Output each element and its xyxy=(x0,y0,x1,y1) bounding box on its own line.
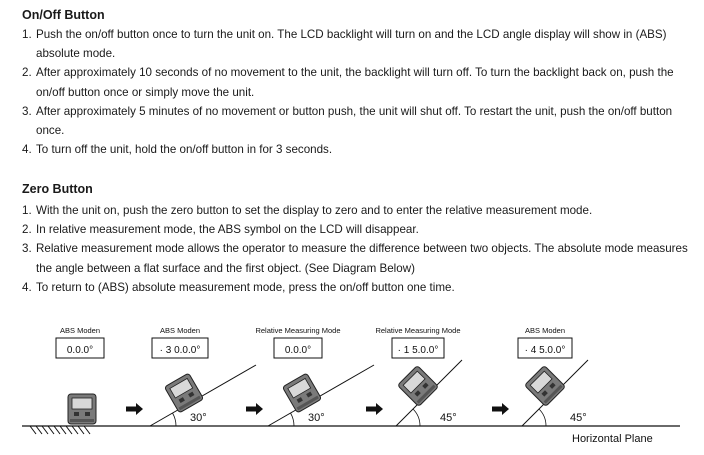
item-text: After approximately 10 seconds of no movement to the unit, the backlight will turn off. To turn the backlight back on, push the on/off button once or simply move the unit. xyxy=(36,66,674,99)
display-mode-label: ABS Moden xyxy=(524,326,566,335)
display-mode-label: ABS Moden xyxy=(59,326,101,335)
item-text: Relative measurement mode allows the operator to measure the difference between two objects. The absolute mode measures the angle between a flat surface and the first object. (See Diagram Below) xyxy=(36,242,688,275)
section-title-zero: Zero Button xyxy=(22,182,93,196)
item-text: With the unit on, push the zero button to set the display to zero and to enter the relative measurement mode. xyxy=(36,204,593,217)
item-text: In relative measurement mode, the ABS symbol on the LCD will disappear. xyxy=(36,223,419,237)
ground-hatching xyxy=(30,426,90,434)
display-mode-label: Relative Measuring Mode xyxy=(375,326,461,335)
item-text: To turn off the unit, hold the on/off button in for 3 seconds. xyxy=(36,143,333,157)
item-number: 4. xyxy=(22,143,32,157)
display-panel-3 xyxy=(255,326,340,358)
arrow-4 xyxy=(492,403,509,415)
display-panel-1 xyxy=(56,326,104,358)
list-item xyxy=(22,220,698,239)
section-title-onoff: On/Off Button xyxy=(22,8,105,22)
display-panel-2 xyxy=(152,326,208,358)
incline-30-scene-1 xyxy=(150,365,256,426)
lcd-value: 0.0.0° xyxy=(66,345,94,356)
arrow-2 xyxy=(246,403,263,415)
display-mode-label: Relative Measuring Mode xyxy=(255,326,341,335)
incline-45-scene-1 xyxy=(396,360,462,426)
item-text: To return to (ABS) absolute measurement mode, press the on/off button one time. xyxy=(36,280,455,294)
device-flat xyxy=(68,394,96,424)
lcd-value: 0.0.0° xyxy=(284,345,312,356)
angle-label: 30° xyxy=(308,412,325,424)
item-number: 3. xyxy=(22,104,32,118)
item-text: Push the on/off button once to turn the unit on. The LCD backlight will turn on and the LCD angle display will show in (ABS) absolute mode. xyxy=(36,28,667,61)
lcd-value: · 3 0.0.0° xyxy=(159,345,201,356)
angle-label: 45° xyxy=(440,412,457,424)
item-number: 2. xyxy=(22,66,32,80)
modes-diagram xyxy=(0,318,704,455)
list-item xyxy=(22,278,698,297)
item-text: After approximately 5 minutes of no movement or button push, the unit will shut off. To restart the unit, push the on/off button once. xyxy=(36,104,673,138)
angle-label: 45° xyxy=(570,412,587,424)
display-panel-5 xyxy=(518,326,572,358)
list-item xyxy=(22,102,698,140)
incline-30-scene-2 xyxy=(268,365,374,426)
item-number: 1. xyxy=(22,204,32,217)
display-panel-4 xyxy=(375,326,460,358)
lcd-value: · 4 5.0.0° xyxy=(524,345,566,356)
list-item xyxy=(22,201,698,220)
list-item xyxy=(22,63,698,101)
display-mode-label: ABS Moden xyxy=(159,326,201,335)
list-item xyxy=(22,239,698,277)
item-number: 4. xyxy=(22,280,32,294)
item-number: 2. xyxy=(22,223,32,237)
horizontal-plane-label: Horizontal Plane xyxy=(572,433,653,445)
list-item xyxy=(22,140,698,159)
zero-instructions-list xyxy=(22,201,698,297)
item-number: 1. xyxy=(22,28,32,41)
lcd-value: · 1 5.0.0° xyxy=(397,345,439,356)
angle-label: 30° xyxy=(190,412,207,424)
incline-45-scene-2 xyxy=(522,360,588,426)
onoff-instructions-list xyxy=(22,25,698,159)
list-item xyxy=(22,25,698,63)
arrow-1 xyxy=(126,403,143,415)
item-number: 3. xyxy=(22,242,32,256)
arrow-3 xyxy=(366,403,383,415)
